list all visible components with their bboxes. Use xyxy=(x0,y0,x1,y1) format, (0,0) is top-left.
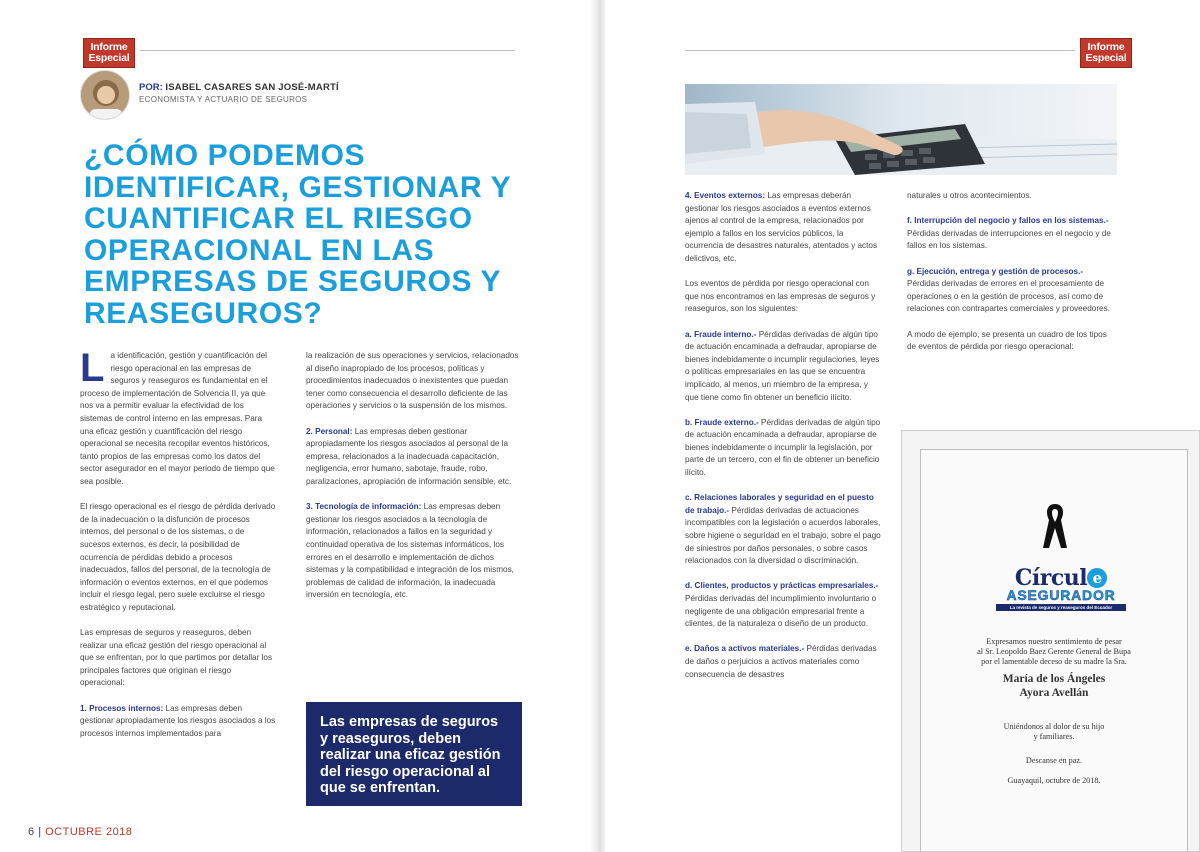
header-rule xyxy=(140,50,515,51)
section-badge xyxy=(83,38,135,68)
logo-tagline: La revista de seguros y reaseguros del Ecuador xyxy=(996,604,1126,611)
item-text: Las empresas deben gestionar apropiadamente los riesgos asociados al personal de la empresa, relacionados a la inadecuada capacitación, negligencia, error humano, sabotaje, fraude, robo, paralizaciones, apropiación de información sensible, etc. xyxy=(306,426,512,486)
item-heading: 1. Procesos internos: xyxy=(80,703,164,713)
drop-cap: L xyxy=(80,346,105,390)
logo-subtitle: ASEGURADOR xyxy=(1006,587,1116,603)
mourning-ribbon-icon xyxy=(1041,502,1069,550)
item-text: Las empresas deberán gestionar los riesgos asociados a eventos externos ajenos al control de la empresa, relacionados por ejemplo a fallos en los servicios públicos, la ocurrencia de desastres naturales, atentados y actos delictivos, etc. xyxy=(685,191,878,263)
item-heading: f. Interrupción del negocio y fallos en los sistemas.- xyxy=(907,216,1109,226)
issue-date: OCTUBRE 2018 xyxy=(45,826,133,838)
section-badge xyxy=(1080,38,1132,68)
right-column-1 xyxy=(685,190,883,694)
item-heading: g. Ejecución, entrega y gestión de procesos.- xyxy=(907,266,1084,276)
item-text: Pérdidas derivadas de actuaciones incompatibles con la legislación o acuerdos laborales, sobre higiene o seguridad en el trabajo, sobre el pago de siniestros por daños personales, o sobre casos relacionados con la diversidad o discriminación. xyxy=(685,505,881,566)
left-column-1 xyxy=(80,346,276,753)
item-text: Pérdidas derivadas de algún tipo de actuación encaminada a defraudar, apropiarse de bienes indebidamente o incumplir regulaciones, leyes o políticas empresariales en las que se encuentra implicado, al menos, un miembro de la empresa, y que tiene como fin obtener un beneficio ilícito. xyxy=(685,329,880,402)
header-rule xyxy=(685,50,1075,51)
right-page xyxy=(605,0,1200,852)
paragraph: naturales u otros acontecimientos. xyxy=(907,191,1032,200)
paragraph: Las empresas de seguros y reaseguros, deben realizar una eficaz gestión del riesgo operacional al que se enfrentan, por lo que partimos por detallar los principales factores que originan el riesgo operacional: xyxy=(80,628,273,688)
item-heading: c. Relaciones laborales y seguridad en el puesto de trabajo.- xyxy=(685,493,874,515)
left-column-2 xyxy=(306,350,520,614)
author-role: ECONOMISTA Y ACTUARIO DE SEGUROS xyxy=(139,95,308,104)
badge-line2: Especial xyxy=(1085,52,1127,64)
name-line: Ayora Avellán xyxy=(1019,687,1089,699)
badge-line2: Especial xyxy=(88,52,130,64)
name-line: María de los Ángeles xyxy=(1002,673,1106,685)
item-heading: e. Daños a activos materiales.- xyxy=(685,644,805,654)
message-line: al Sr. Leopoldo Baez Gerente General de Bupa xyxy=(977,647,1131,656)
paragraph: El riesgo operacional es el riesgo de pérdida derivado de la inadecuación o la disfunción de procesos internos, del personal o de los sistemas, o de sucesos externos, es decir, la posibilidad de ocurrencia de pérdidas debido a procesos inadecuados, fallos del personal, de la tecnología de información o eventos externos, en el que podemos incluir el riesgo legal, pero suele excluirse el riesgo estratégico y reputacional. xyxy=(80,502,276,612)
item-text: Las empresas deben gestionar los riesgos asociados a la tecnología de información, relacionados a fallos en la seguridad y continuidad operativa de los sistemas informáticos, los errores en el desarrollo e implementación de dichos sistemas y la compatibilidad e integración de los mismos, problemas de calidad de información, la inadecuada inversión en tecnología, etc. xyxy=(306,502,514,600)
deceased-name xyxy=(921,672,1187,700)
condolence-message xyxy=(921,637,1187,667)
item-heading: b. Fraude externo.- xyxy=(685,417,759,427)
badge-line1: Informe xyxy=(90,41,128,53)
article-headline: ¿CÓMO PODEMOS IDENTIFICAR, GESTIONAR Y CUANTIFICAR EL RIESGO OPERACIONAL EN LAS EMPRESAS DE SEGUROS Y REASEGUROS? xyxy=(84,139,511,330)
right-column-2 xyxy=(907,190,1115,366)
sub-line: y familiares. xyxy=(1033,732,1075,741)
paragraph: Los eventos de pérdida por riesgo operacional con que nos encontramos en las empresas de seguros y reaseguros, son los siguientes: xyxy=(685,279,876,314)
page-footer xyxy=(28,826,132,838)
logo-e-mark: e xyxy=(1087,568,1107,588)
sub-line: Uniéndonos al dolor de su hijo xyxy=(1003,722,1105,731)
item-heading: 3. Tecnología de información: xyxy=(306,502,422,512)
left-page xyxy=(0,0,595,852)
item-text: Pérdidas derivadas de algún tipo de actuación encaminada a defraudar, apropiarse de bienes indebidamente o incumplir la legislación, por parte de un tercero, con el fin de obtener un beneficio ilícito. xyxy=(685,417,881,478)
logo-wordmark: Círcul xyxy=(1014,565,1088,591)
message-line: por el lamentable deceso de su madre la Sra. xyxy=(981,657,1127,666)
author-name: ISABEL CASARES SAN JOSÉ-MARTÍ xyxy=(165,82,339,93)
badge-line1: Informe xyxy=(1087,41,1125,53)
circulo-logo xyxy=(996,565,1126,611)
intro-paragraph: a identificación, gestión y cuantificación del riesgo operacional en las empresas de seguros y reaseguros es fundamental en el proceso de implementación de Solvencia II, ya que nos va a permitir evaluar la efectividad de los sistemas de control interno en las empresas. Para una eficaz gestión y cuantificación del riesgo operacional se necesita recopilar eventos históricos, tanto propios de las empresas como los datos del sector asegurador en el mayor periodo de tiempo que sea posible. xyxy=(80,351,275,486)
rest-in-peace: Descanse en paz. xyxy=(1025,756,1083,765)
byline-label: POR: xyxy=(139,82,163,93)
condolence-sub xyxy=(921,722,1187,742)
item-text: Pérdidas derivadas de daños o perjuicios a activos materiales como consecuencia de desastres xyxy=(685,644,877,679)
paragraph: la realización de sus operaciones y servicios, relacionados al diseño inapropiado de los procesos, políticas y procedimientos inadecuados o inexistentes que puedan tener como consecuencia el desarrollo deficiente de las operaciones y servicios o la suspensión de los mismos. xyxy=(306,351,519,411)
paragraph: A modo de ejemplo, se presenta un cuadro de los tipos de eventos de pérdida por riesgo operacional: xyxy=(907,329,1107,352)
item-text: Pérdidas derivadas de errores en el procesamiento de operaciones o en la gestión de procesos, así como de relaciones con contrapartes comerciales y proveedores. xyxy=(907,279,1110,314)
condolence-notice xyxy=(901,430,1200,852)
page-number: 6 xyxy=(28,826,35,838)
item-heading: a. Fraude interno.- xyxy=(685,329,757,339)
author-avatar xyxy=(80,70,130,120)
condolence-frame xyxy=(920,449,1188,852)
calculator-photo xyxy=(685,84,1117,175)
item-heading: 4. Eventos externos: xyxy=(685,191,766,200)
item-text: Pérdidas derivadas de interrupciones en el negocio y de fallos en los sistemas. xyxy=(907,228,1111,251)
pull-quote: Las empresas de seguros y reaseguros, deben realizar una eficaz gestión del riesgo operacional al que se enfrentan. xyxy=(306,702,522,806)
condolence-date: Guayaquil, octubre de 2018. xyxy=(1007,776,1101,785)
footer-separator: | xyxy=(38,826,42,838)
byline xyxy=(139,82,339,106)
item-heading: d. Clientes, productos y prácticas empresariales.- xyxy=(685,581,879,591)
message-line: Expresamos nuestro sentimiento de pesar xyxy=(986,637,1122,646)
item-text: Las empresas deben gestionar apropiadamente los riesgos asociados a los procesos internos implementados para xyxy=(80,703,276,738)
item-text: Pérdidas derivadas del incumplimiento involuntario o negligente de una obligación empresarial frente a clientes, de la naturaleza o diseño de un producto. xyxy=(685,594,877,629)
item-heading: 2. Personal: xyxy=(306,426,353,436)
